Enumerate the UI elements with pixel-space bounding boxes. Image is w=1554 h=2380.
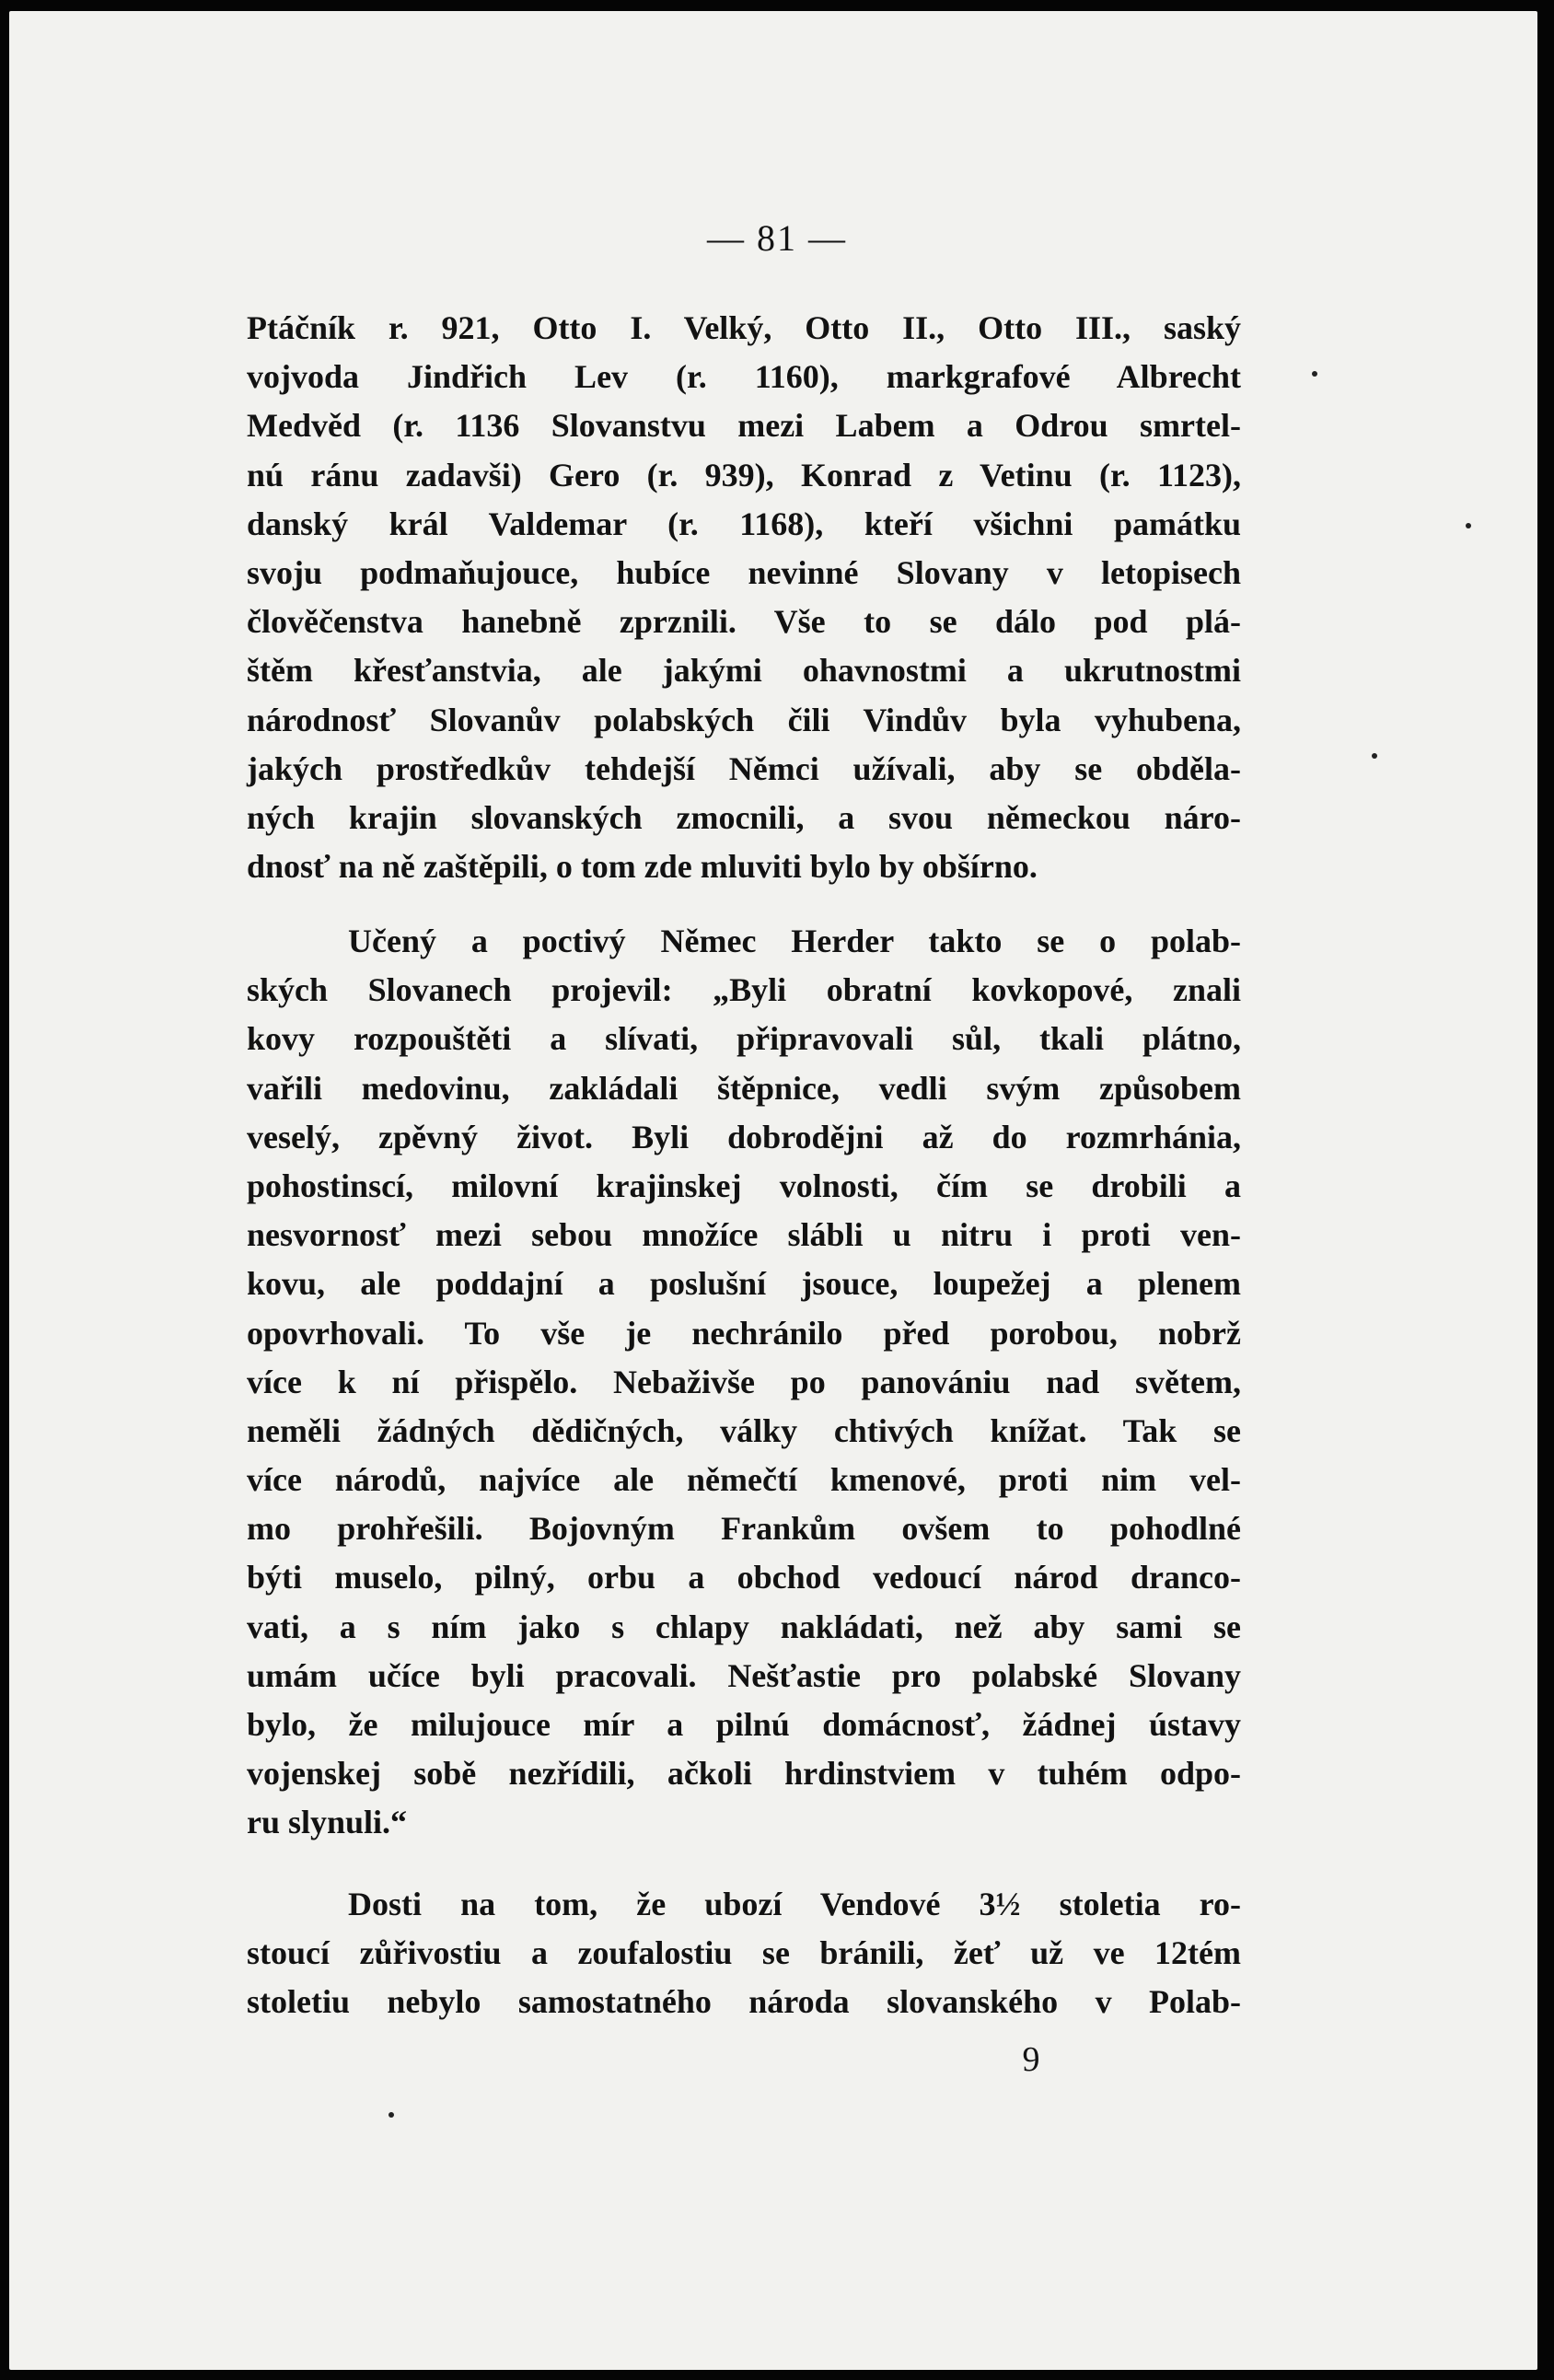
- scan-speck: [388, 2112, 394, 2118]
- text-line: pohostinscí, milovní krajinskej volnosti, čím se drobili a: [247, 1167, 1241, 1204]
- text-line: kovu, ale poddajní a poslušní jsouce, loupežej a plenem: [247, 1265, 1241, 1303]
- scan-speck: [1312, 371, 1317, 377]
- text-line: dnosť na ně zaštěpili, o tom zde mluviti bylo by obšírno.: [247, 848, 1038, 886]
- text-line: veselý, zpěvný život. Byli dobrodějni až do rozmrhánia,: [247, 1118, 1241, 1155]
- scan-speck: [1372, 753, 1377, 759]
- text-line: ských Slovanech projevil: „Byli obratní kovkopové, znali: [247, 971, 1241, 1009]
- text-line: opovrhovali. To vše je nechránilo před porobou, nobrž: [247, 1314, 1241, 1352]
- text-line: vati, a s ním jako s chlapy nakládati, než aby sami se: [247, 1608, 1241, 1645]
- paragraph-1: [247, 304, 1241, 891]
- text-line: Ptáčník r. 921, Otto I. Velký, Otto II., Otto III., saský: [247, 309, 1241, 346]
- text-line: národnosť Slovanův polabských čili Vindův byla vyhubena,: [247, 701, 1241, 738]
- text-line: mo prohřešili. Bojovným Frankům ovšem to pohodlné: [247, 1510, 1241, 1548]
- text-line: štěm křesťanstvia, ale jakými ohavnostmi a ukrutnostmi: [247, 652, 1241, 690]
- text-line: svoju podmaňujouce, hubíce nevinné Slovany v letopisech: [247, 553, 1241, 591]
- text-line: stoletiu nebylo samostatného národa slovanského v Polab-: [247, 1983, 1241, 2021]
- text-line: kovy rozpouštěti a slívati, připravovali sůl, tkali plátno,: [247, 1020, 1241, 1058]
- text-line: stoucí zůřivostiu a zoufalostiu se bránili, žeť už ve 12tém: [247, 1934, 1241, 1972]
- text-line: nesvornosť mezi sebou množíce slábli u nitru i proti ven-: [247, 1216, 1241, 1254]
- text-line: danský král Valdemar (r. 1168), kteří všichni památku: [247, 505, 1241, 542]
- signature-mark: 9: [1022, 2040, 1040, 2079]
- paragraph-2: [247, 917, 1241, 1848]
- text-line: jakých prostředkův tehdejší Němci užívali, aby se obděla-: [247, 749, 1241, 787]
- text-line: ných krajin slovanských zmocnili, a svou německou náro-: [247, 798, 1241, 836]
- text-line: býti muselo, pilný, orbu a obchod vedoucí národ dranco-: [247, 1559, 1241, 1596]
- text-line: ru slynuli.“: [247, 1804, 408, 1841]
- text-line: umám učíce byli pracovali. Nešťastie pro polabské Slovany: [247, 1656, 1241, 1694]
- text-line: bylo, že milujouce mír a pilnú domácnosť, žádnej ústavy: [247, 1706, 1241, 1743]
- text-line: vojvoda Jindřich Lev (r. 1160), markgrafové Albrecht: [247, 358, 1241, 396]
- text-line: vojenskej sobě nezřídili, ačkoli hrdinstviem v tuhém odpo-: [247, 1755, 1241, 1793]
- text-line: Medvěd (r. 1136 Slovanstvu mezi Labem a Odrou smrtel-: [247, 407, 1241, 445]
- page-number-header: — 81 —: [707, 217, 847, 259]
- text-line: Dosti na tom, že ubozí Vendové 3½ stoletia ro-: [348, 1886, 1241, 1922]
- text-line: více národů, najvíce ale němečtí kmenové, proti nim vel-: [247, 1461, 1241, 1499]
- text-line: Učený a poctivý Němec Herder takto se o polab-: [348, 923, 1241, 959]
- text-line: člověčenstva hanebně zprznili. Vše to se dálo pod plá-: [247, 603, 1241, 641]
- text-line: nú ránu zadavši) Gero (r. 939), Konrad z Vetinu (r. 1123),: [247, 456, 1241, 493]
- paragraph-3: [247, 1880, 1241, 2027]
- text-line: vařili medovinu, zakládali štěpnice, vedli svým způsobem: [247, 1069, 1241, 1107]
- text-line: více k ní přispělo. Nebaživše po panovániu nad světem,: [247, 1363, 1241, 1400]
- scan-speck: [1466, 523, 1471, 528]
- text-line: neměli žádných dědičných, války chtivých knížat. Tak se: [247, 1411, 1241, 1449]
